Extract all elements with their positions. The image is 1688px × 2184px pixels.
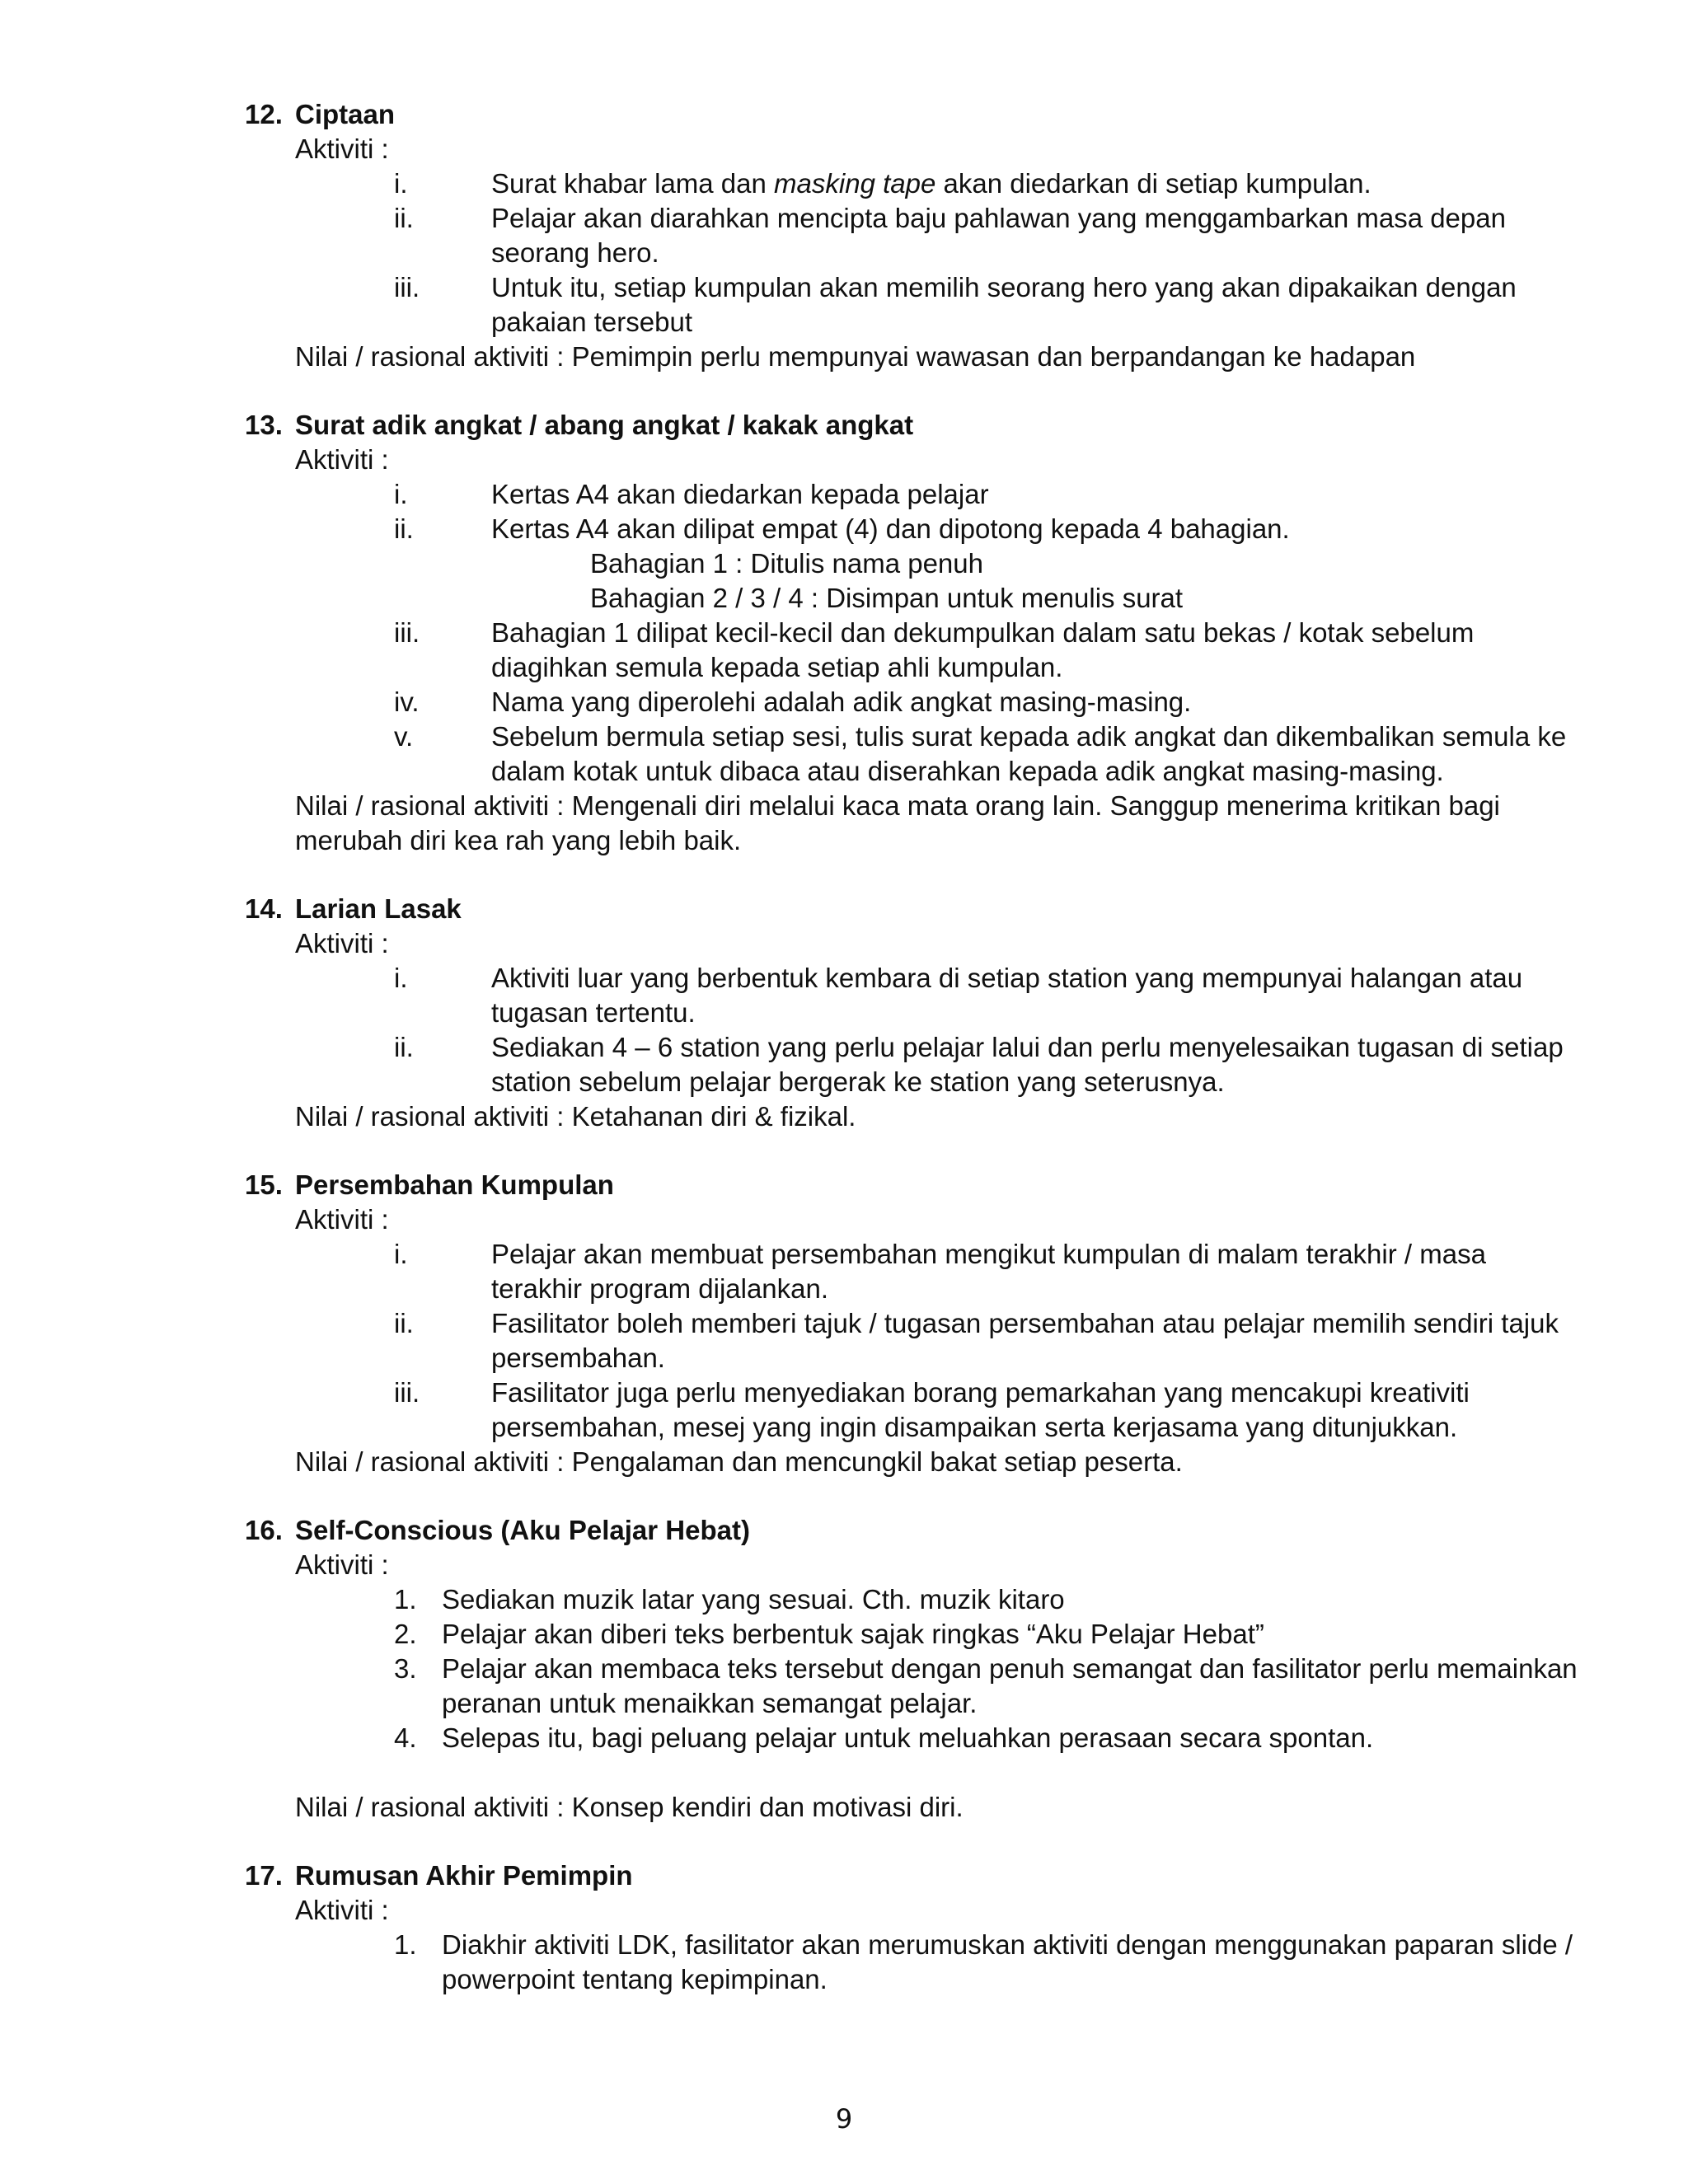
item-marker: i. [394,168,408,199]
item-text-cont: persembahan. [491,1343,665,1373]
item-text: Pelajar akan diberi teks berbentuk sajak ringkas “Aku Pelajar Hebat” [442,1619,1264,1649]
item-text: Nama yang diperolehi adalah adik angkat masing-masing. [491,687,1192,717]
section-title: Surat adik angkat / abang angkat / kakak angkat [295,410,914,440]
section-number: 17. [245,1860,283,1891]
item-marker: ii. [394,513,414,544]
section-number: 12. [245,99,283,129]
item-text: Diakhir aktiviti LDK, fasilitator akan merumuskan aktiviti dengan menggunakan paparan slide / [442,1929,1573,1960]
aktiviti-label: Aktiviti : [295,928,389,958]
aktiviti-label: Aktiviti : [295,444,389,475]
item-marker: ii. [394,1032,414,1062]
section-title: Ciptaan [295,99,396,129]
section-number: 13. [245,410,283,440]
item-text-cont: diagihkan semula kepada setiap ahli kumpulan. [491,652,1063,682]
item-text: Pelajar akan membaca teks tersebut dengan penuh semangat dan fasilitator perlu memainkan [442,1653,1578,1684]
item-marker: 2. [394,1619,417,1649]
aktiviti-label: Aktiviti : [295,1204,389,1235]
item-text: Kertas A4 akan diedarkan kepada pelajar [491,479,989,509]
item-text-cont: peranan untuk menaikkan semangat pelajar. [442,1688,978,1718]
item-text-cont: tugasan tertentu. [491,997,696,1028]
item-marker: 3. [394,1653,417,1684]
aktiviti-label: Aktiviti : [295,134,389,164]
item-text-cont: dalam kotak untuk dibaca atau diserahkan kepada adik angkat masing-masing. [491,756,1444,786]
item-text: Untuk itu, setiap kumpulan akan memilih seorang hero yang akan dipakaikan dengan [491,272,1517,302]
item-text: Fasilitator juga perlu menyediakan borang pemarkahan yang mencakupi kreativiti [491,1377,1470,1408]
item-marker: 1. [394,1584,417,1615]
item-marker: i. [394,963,408,993]
section-title: Rumusan Akhir Pemimpin [295,1860,633,1891]
item-text-cont: powerpoint tentang kepimpinan. [442,1964,828,1994]
item-text: Kertas A4 akan dilipat empat (4) dan dipotong kepada 4 bahagian. [491,513,1290,544]
nilai-text: Nilai / rasional aktiviti : Mengenali diri melalui kaca mata orang lain. Sanggup menerima kritikan bagi [295,790,1500,821]
item-text: Surat khabar lama dan masking tape akan diedarkan di setiap kumpulan. [491,168,1372,199]
item-text-cont: pakaian tersebut [491,307,693,337]
item-marker: iii. [394,617,420,648]
section-number: 14. [245,893,283,924]
item-text: Aktiviti luar yang berbentuk kembara di setiap station yang mempunyai halangan atau [491,963,1523,993]
item-marker: 4. [394,1722,417,1753]
nilai-text: Nilai / rasional aktiviti : Ketahanan diri & fizikal. [295,1101,856,1132]
item-text: Sediakan muzik latar yang sesuai. Cth. muzik kitaro [442,1584,1065,1615]
nilai-text-cont: merubah diri kea rah yang lebih baik. [295,825,742,855]
section-title: Larian Lasak [295,893,462,924]
item-marker: ii. [394,203,414,233]
item-marker: v. [394,721,414,752]
item-marker: iii. [394,272,420,302]
item-marker: i. [394,479,408,509]
page-number: 9 [835,2103,853,2135]
sub-item-text: Bahagian 2 / 3 / 4 : Disimpan untuk menulis surat [590,583,1184,613]
item-marker: iii. [394,1377,420,1408]
section-title: Self-Conscious (Aku Pelajar Hebat) [295,1515,750,1545]
item-marker: iv. [394,687,420,717]
item-marker: i. [394,1239,408,1269]
section-title: Persembahan Kumpulan [295,1169,614,1200]
item-text-cont: persembahan, mesej yang ingin disampaikan serta kerjasama yang ditunjukkan. [491,1412,1458,1442]
sub-item-text: Bahagian 1 : Ditulis nama penuh [590,548,983,579]
section-number: 16. [245,1515,283,1545]
nilai-text: Nilai / rasional aktiviti : Pemimpin perlu mempunyai wawasan dan berpandangan ke hadapan [295,341,1416,372]
item-text-cont: terakhir program dijalankan. [491,1273,829,1304]
aktiviti-label: Aktiviti : [295,1895,389,1925]
nilai-text: Nilai / rasional aktiviti : Pengalaman dan mencungkil bakat setiap peserta. [295,1446,1183,1477]
item-text: Pelajar akan diarahkan mencipta baju pahlawan yang menggambarkan masa depan [491,203,1506,233]
item-marker: ii. [394,1308,414,1338]
nilai-text: Nilai / rasional aktiviti : Konsep kendiri dan motivasi diri. [295,1792,964,1822]
item-text: Selepas itu, bagi peluang pelajar untuk meluahkan perasaan secara spontan. [442,1722,1374,1753]
item-text-cont: station sebelum pelajar bergerak ke station yang seterusnya. [491,1066,1225,1097]
item-text-cont: seorang hero. [491,237,659,268]
item-text: Sebelum bermula setiap sesi, tulis surat kepada adik angkat dan dikembalikan semula ke [491,721,1567,752]
item-text: Fasilitator boleh memberi tajuk / tugasan persembahan atau pelajar memilih sendiri tajuk [491,1308,1559,1338]
item-text: Pelajar akan membuat persembahan mengikut kumpulan di malam terakhir / masa [491,1239,1486,1269]
section-number: 15. [245,1169,283,1200]
item-marker: 1. [394,1929,417,1960]
item-text: Sediakan 4 – 6 station yang perlu pelajar lalui dan perlu menyelesaikan tugasan di setiap [491,1032,1564,1062]
aktiviti-label: Aktiviti : [295,1549,389,1580]
item-text: Bahagian 1 dilipat kecil-kecil dan dekumpulkan dalam satu bekas / kotak sebelum [491,617,1475,648]
